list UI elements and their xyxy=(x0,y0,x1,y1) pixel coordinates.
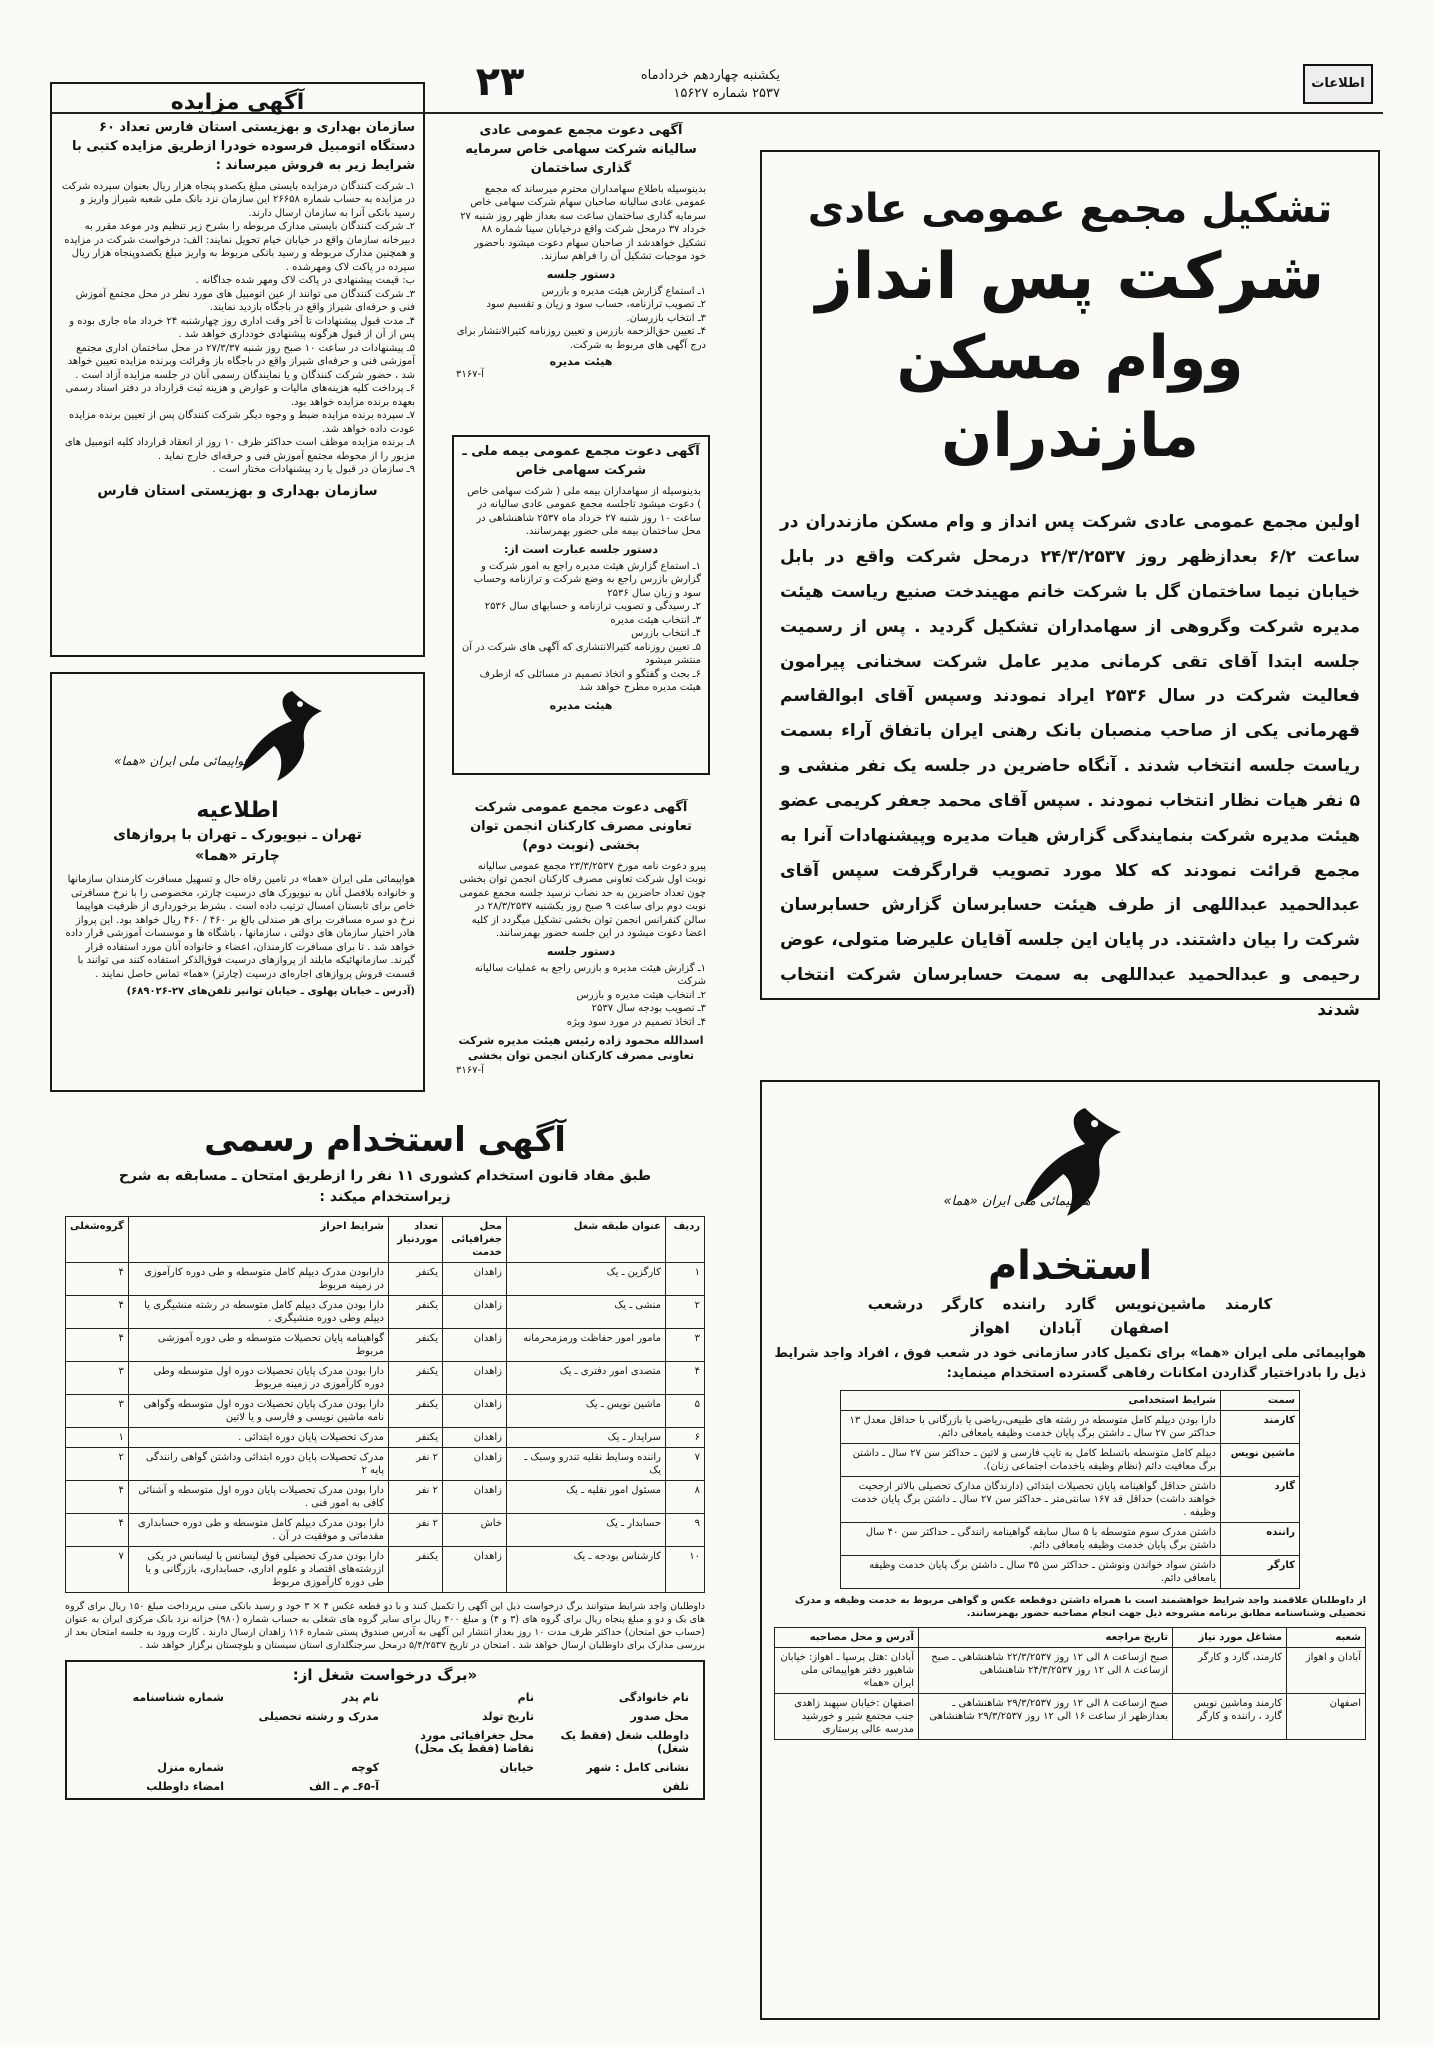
assembly-1-agenda-item: ۱ـ استماع گزارش هیئت مدیره و بازرس xyxy=(541,285,706,297)
table-row xyxy=(66,1395,705,1428)
col-branch: شعبه xyxy=(1287,1627,1366,1647)
form-field-label: نام xyxy=(517,1691,534,1705)
col-row: ردیف xyxy=(666,1217,705,1263)
employment-table-header xyxy=(66,1217,705,1263)
job-requirements: گواهینامه پایان تحصیلات متوسطه و طی دوره آموزشی مربوط xyxy=(128,1329,388,1362)
col-conditions: شرایط استخدامی xyxy=(841,1391,1221,1411)
mazandaran-body: اولین مجمع عمومی عادی شرکت پس انداز و وام مسکن مازندران در ساعت ۶/۲ بعدازظهر روز ۲۴/۳/۲۵۳۷ درمحل شرکت واقع در بابل خیابان نیما ساختمان گل با شرکت خانم مهیندخت صنیع ریاست هیئت مدیره شرکت وگروهی از سهامداران تشکیل گردید . پس از رسمیت جلسه ابتدا آقای تقی کرمانی مدیر عامل شرکت سخنانی پیرامون فعالیت شرکت در سال ۲۵۳۶ ایراد نمودند وسپس آقای ابوالقاسم قهرمانی یکی از صاحب منصبان بانک رهنی ایران باتفاق آراء بسمت ریاست جلسه انتخاب شدند . آنگاه حاضرین در جلسه یک نفر منشی و ۵ نفر هیات نظار انتخاب نمودند . سپس آقای محمد جعفر کریمی عضو هیئت مدیره شرکت بنمایندگی گزارش هیات مدیره وپیشنهادات آنرا به مجمع قرائت نمودند که کلا مورد تصویب قرارگرفت سپس آقای عبدالحمید عبداللهی از طرف هیئت حسابرسان گزارش حسابرسان شرکت را بیان داشتند. در پایان این جلسه آقایان علیرضا متولی، عوض رحیمی و عبدالحمید عبداللهی به سمت حسابرسان شرکت انتخاب شدند xyxy=(780,512,1361,1020)
job-title: سرایدار ـ یک xyxy=(507,1428,666,1448)
form-field-label: شماره منزل xyxy=(157,1761,224,1775)
application-form-grid xyxy=(75,1688,695,1796)
assembly-1-agenda-item: ۲ـ تصویب ترازنامه، حساب سود و زیان و تقسیم سود xyxy=(486,299,706,311)
form-field-label: محل صدور xyxy=(630,1710,689,1724)
homa-hiring-lead: هواپیمائی ملی ایران «هما» برای تکمیل کادر سازمانی خود در شعب فوق ، افراد واجد شرایط ذیل را بادراختیار گذاردن امکانات رفاهی گسترده استخدام مینماید: xyxy=(774,1346,1366,1382)
assembly-2-signature: هیئت مدیره xyxy=(549,698,613,712)
table-row xyxy=(66,1296,705,1329)
form-field-label xyxy=(230,1726,385,1758)
assembly-2-title: آگهی دعوت مجمع عمومی بیمه ملی ـ شرکت سهامی خاص xyxy=(462,444,700,478)
form-row xyxy=(75,1777,695,1796)
employment-title: آگهی استخدام رسمی xyxy=(204,1120,566,1160)
auction-ad xyxy=(50,82,425,657)
employment-notes: داوطلبان واجد شرایط میتوانند برگ درخواست ذیل این آگهی را تکمیل کنند و با دو قطعه عکس ۴ × ۳ خود و رسید بانکی مبنی برپرداخت مبلغ ۱۵۰ ریال برای گروه های یک و دو و مبلغ پنجاه ریال برای گروه های (۳ و ۴) و مبلغ ۴۰۰ ریال برای سایر گروه های شغلی به حساب شماره (۹۸۰) خزانه نزد بانک مرکزی ایران به عنوان (حساب حق امتحان) حداکثر ظرف مدت ۱۰ روز بعداز انتشار این آگهی به آدرس صندوق پستی شماره ۱۱۶ زاهدان ارسال دارند . کارت ورود به جلسه امتحان بعد از بررسی مدارک برای داوطلبان ارسال خواهد شد . امتحان در تاریخ ۵/۴/۲۵۳۷ درمحل سرجنگلداری استان سیستان و بلوچستان برگزار خواهد شد . xyxy=(65,1601,705,1651)
employment-ad xyxy=(50,1118,720,2018)
job-requirements: دارا بودن مدرک تحصیلی فوق لیسانس یا لیسانس در یکی ازرشته‌های اقتصاد و علوم اداری، حسابداری، بازرگانی و یا طی دوره کارآموزی مربوط xyxy=(128,1547,388,1593)
homa-logo xyxy=(222,686,332,786)
job-group: ۴ xyxy=(66,1481,129,1514)
form-field-label xyxy=(75,1707,230,1726)
table-row xyxy=(66,1362,705,1395)
table-row xyxy=(775,1647,1366,1693)
form-row xyxy=(75,1707,695,1726)
job-count: ۲ نفر xyxy=(389,1514,443,1547)
job-location: زاهدان xyxy=(443,1448,507,1481)
job-requirements: دارا بودن مدرک دیپلم کامل متوسطه و طی دوره حسابداری مقدماتی و موفقیت در آن . xyxy=(128,1514,388,1547)
job-title: مامور امور حفاظت ورمزمحرمانه xyxy=(507,1329,666,1362)
form-field-label: نام پدر xyxy=(342,1691,379,1705)
job-location: زاهدان xyxy=(443,1395,507,1428)
form-row xyxy=(75,1758,695,1777)
assembly-1-agenda-item: ۴ـ تعیین حق‌الزحمه بازرس و تعیین روزنامه کثیرالانتشار برای درج آگهی های مربوط به شرکت. xyxy=(456,326,706,351)
job-requirements: مدرک تحصیلات پایان دوره ابتدائی . xyxy=(128,1428,388,1448)
job-title: متصدی امور دفتری ـ یک xyxy=(507,1362,666,1395)
assembly-3-agenda-item: ۴ـ اتخاذ تصمیم در مورد سود ویژه xyxy=(566,1016,706,1028)
position-conditions: دیپلم کامل متوسطه باتسلط کامل به تایپ فارسی و لاتین ـ حداکثر سن ۲۷ سال ـ داشتن برگ معافیت دائم (نظام وظیفه یاخدمات اجتماعی زنان). xyxy=(841,1444,1221,1477)
auction-item: ۶ـ پرداخت کلیه هزینه‌های مالیات و عوارض و هزینه ثبت قرارداد در دفتر اسناد رسمی بعهده برنده مزایده خواهد بود. xyxy=(65,383,415,408)
job-requirements: دارا بودن مدرک پایان تحصیلات دوره اول متوسطه وگواهی نامه ماشین نویسی و فارسی و یا لاتین xyxy=(128,1395,388,1428)
homa-bird-icon xyxy=(222,686,332,786)
job-group: ۴ xyxy=(66,1296,129,1329)
assembly-2-body: بدینوسیله از سهامداران بیمه ملی ( شرکت سهامی خاص ) دعوت میشود تاجلسه مجمع عمومی عادی سالیانه در ساعت ۱۰ روز شنبه ۲۷ خرداد ماه ۲۵۳۷ شاهنشاهی در محل ساختمان بیمه ملی حضور بهمرسانند. xyxy=(467,485,701,538)
job-title: کارگزین ـ یک xyxy=(507,1263,666,1296)
row-number: ۷ xyxy=(666,1448,705,1481)
employment-lead: طبق مفاد قانون استخدام کشوری ۱۱ نفر را ازطریق امتحان ـ مسابقه به شرح زیراستخدام میکند : xyxy=(118,1168,652,1206)
homa-hiring-brand: هواپیمائی ملی ایران «هما» xyxy=(943,1194,1091,1209)
position-conditions: دارا بودن دیپلم کامل متوسطه در رشته های طبیعی،ریاضی یا بازرگانی با حداقل معدل ۱۳ حداکثر سن ۲۷ سال ـ داشتن برگ پایان خدمت وظیفه یامعافی دائم. xyxy=(841,1411,1221,1444)
homa-notice-subtitle: تهران ـ نیویورک ـ تهران با پروازهای چارتر «هما» xyxy=(113,827,362,864)
col-group: گروه‌شغلی xyxy=(66,1217,129,1263)
visit-date: صبح ازساعت ۸ الی ۱۲ روز ۲۹/۳/۲۵۳۷ شاهنشاهی ـ بعدازظهر از ساعت ۱۶ الی ۱۲ روز ۲۹/۳/۲۵۳۷ شاهنشاهی xyxy=(919,1693,1173,1739)
assembly-ad-3 xyxy=(450,795,712,1115)
form-field-label: مدرک و رشته تحصیلی xyxy=(258,1710,379,1724)
form-field-label: محل جغرافیائی مورد تقاضا (فقط یک محل) xyxy=(414,1729,534,1756)
form-field-label: خیابان xyxy=(499,1761,534,1775)
assembly-3-code: آ-۳۱۶۷ xyxy=(456,1064,484,1076)
job-location: زاهدان xyxy=(443,1481,507,1514)
form-field-label: کوچه xyxy=(351,1761,379,1775)
job-count: ۲ نفر xyxy=(389,1481,443,1514)
homa-hiring-title: استخدام xyxy=(987,1243,1153,1289)
col-location: محل جغرافیائی خدمت xyxy=(443,1217,507,1263)
form-field-label xyxy=(75,1726,230,1758)
assembly-3-agenda-item: ۱ـ گزارش هیئت مدیره و بازرس راجع به عملیات سالیانه شرکت xyxy=(474,962,706,988)
assembly-3-agenda-item: ۲ـ انتخاب هیئت مدیره و بازرس xyxy=(576,989,706,1001)
job-group: ۳ xyxy=(66,1395,129,1428)
job-requirements: مدرک تحصیلات پایان دوره ابتدائی وداشتن گواهی رانندگی پایه ۲ xyxy=(128,1448,388,1481)
auction-item: ۴ـ مدت قبول پیشنهادات تا آخر وقت اداری روز چهارشنبه ۲۴ خرداد ماه جاری بوده و پس از آن از قبول هرگونه پیشنهادی خودداری خواهد شد . xyxy=(69,315,415,341)
assembly-3-signature: اسدالله محمود زاده رئیس هیئت مدیره شرکت تعاونی مصرف کارکنان انجمن توان بخشی xyxy=(458,1034,704,1063)
branch-name: اصفهان xyxy=(1287,1693,1366,1739)
job-group: ۱ xyxy=(66,1428,129,1448)
job-requirements: دارا بودن مدرک تحصیلات پایان دوره اول متوسطه و آشنائی کافی به امور فنی . xyxy=(128,1481,388,1514)
auction-item: ۱ـ شرکت کنندگان درمزایده بایستی مبلغ یکصدو پنجاه هزار ریال بعنوان سپرده شرکت در مزایده به حساب شماره ۲۶۶۵۸ این سازمان نزد بانک ملی شعبه شیراز واریز و رسید بانکی آنرا به سازمان ارسال دارند. xyxy=(61,180,415,219)
job-title: منشی ـ یک xyxy=(507,1296,666,1329)
assembly-ad-1 xyxy=(450,118,712,418)
row-number: ۲ xyxy=(666,1296,705,1329)
col-requirements: شرایط احراز xyxy=(128,1217,388,1263)
assembly-2-agenda-item: ۱ـ استماع گزارش هیئت مدیره راجع به امور شرکت و گزارش بازرس راجع به وضع شرکت و ترازنامه وحساب سود و زیان سال ۲۵۳۶ xyxy=(473,560,701,599)
row-number: ۳ xyxy=(666,1329,705,1362)
form-field-label: آ-۶۵ـ م ـ الف xyxy=(309,1780,379,1794)
homa-notice-body: هواپیمائی ملی ایران «هما» در تامین رفاه حال و تسهیل مسافرت کارمندان سازمانها و خانواده بلافصل آنان به نیویورک های درسیت چارتر، مخصوصی را با نرخ مسافرتی خاص برای تابستان امسال ترتیب داده است . بشرط برخورداری از ظرفیت هواپیما نرخ دو سره مسافرت برای هر صندلی بالغ بر ۴۶۰ / ۴۶۰ ریال خواهد بود. این پرواز هادر اختیار سازمان های دولتی ، سازمانها ، باشگاه ها و موسسات آموزشی قرار داده خواهد شد . تا برای مسافرت کارمندان، اعضاء و خانواده آنان مورد استفاده قرار گیرند. سازمانهائیکه مایلند از پروازهای درسیت فوق‌الذکر استفاده کنند می توانند با قسمت فروش پروازهای اجاره‌ای درسیت (چارتر) «هما» تماس حاصل نمایند . xyxy=(65,874,415,980)
form-field-label: نشانی کامل : شهر xyxy=(586,1761,689,1775)
assembly-2-agenda-item: ۴ـ انتخاب بازرس xyxy=(631,628,701,640)
col-position: سمت xyxy=(1221,1391,1300,1411)
job-group: ۷ xyxy=(66,1547,129,1593)
auction-title: آگهی مزایده xyxy=(170,90,305,115)
job-title: کارشناس بودجه ـ یک xyxy=(507,1547,666,1593)
position-conditions: داشتن مدرک سوم متوسطه با ۵ سال سابقه گواهینامه رانندگی ـ حداکثر سن ۴۰ سال داشتن برگ پایان خدمت وظیفه یامعافی دائم. xyxy=(841,1523,1221,1556)
position-name: راننده xyxy=(1221,1523,1300,1556)
assembly-2-agenda-title: دستور جلسه عبارت است از: xyxy=(503,542,659,556)
table-row xyxy=(841,1556,1300,1589)
job-group: ۴ xyxy=(66,1329,129,1362)
row-number: ۸ xyxy=(666,1481,705,1514)
col-count: تعداد موردنیاز xyxy=(389,1217,443,1263)
table-row xyxy=(66,1428,705,1448)
assembly-1-agenda-title: دستور جلسه xyxy=(546,267,616,281)
job-location: زاهدان xyxy=(443,1329,507,1362)
position-conditions: داشتن سواد خواندن ونوشتن ـ حداکثر سن ۳۵ سال ـ داشتن برگ پایان خدمت وظیفه یامعافی دائم. xyxy=(841,1556,1221,1589)
auction-item: ۳ـ شرکت کنندگان می توانند از عین اتومبیل های مورد نظر در محل مجتمع آموزش فنی و حرفه‌ای شیراز واقع در باجگاه بازدید نمایند. xyxy=(75,288,415,314)
assembly-1-code: آ-۳۱۶۷ xyxy=(456,369,484,381)
auction-item: ۲ـ شرکت کنندگان بایستی مدارک مربوطه را بشرح زیر تنظیم ودر موعد مقرر به دبیرخانه سازمان واقع در خیابان خیام تحویل نمایند: الف: درخواست شرکت در مزایده و همچنین مدارک مربوطه و رسید بانکی مربوط به واریز مبلغ یکصدوپنجاه هزار ریال سپرده در پاکت لاک ومهرشده . xyxy=(64,221,415,273)
row-number: ۴ xyxy=(666,1362,705,1395)
job-location: زاهدان xyxy=(443,1296,507,1329)
homa-hiring-roles: کارمند ماشین‌نویس گارد راننده کارگر درشعب xyxy=(867,1295,1273,1313)
position-name: ماشین نویس xyxy=(1221,1444,1300,1477)
job-title: مسئول امور نقلیه ـ یک xyxy=(507,1481,666,1514)
form-field-label: شماره شناسنامه xyxy=(132,1691,224,1705)
table-row xyxy=(66,1263,705,1296)
job-count: یکنفر xyxy=(389,1395,443,1428)
job-location: زاهدان xyxy=(443,1547,507,1593)
assembly-3-body: پیرو دعوت نامه مورخ ۲۳/۳/۲۵۳۷ مجمع عمومی سالیانه نوبت اول شرکت تعاونی مصرف کارکنان انجمن توان بخشی چون تعداد حاضرین به حد نصاب نرسید جلسه مجمع عمومی نوبت دوم برای ساعت ۹ صبح روز یکشنبه ۲۸/۳/۲۵۳۷ در سالن کنفرانس انجمن توان بخشی تشکیل میگردد از کلیه اعضا دعوت میشود در این جلسه حضور بهمرسانند. xyxy=(459,860,706,940)
assembly-2-agenda-item: ۳ـ انتخاب هیئت مدیره xyxy=(610,614,701,626)
assembly-1-body: بدینوسیله باطلاع سهامداران محترم میرساند که مجمع عمومی عادی سالیانه صاحبان سهام شرکت سهامی خاص سرمایه گذاری ساختمان ساعت سه بعداز ظهر روز شنبه ۲۷ خرداد ۳۷ درمحل شرکت واقع درخیابان سینا شماره ۸۸ تشکیل خواهدشد از صاحبان سهام دعوت میشود باحضور خود موجبات تشکیل آن را فراهم سازند. xyxy=(460,183,706,263)
col-date: تاریخ مراجعه xyxy=(919,1627,1173,1647)
schedule-table xyxy=(774,1627,1366,1740)
table-row xyxy=(841,1523,1300,1556)
visit-date: صبح ازساعت ۸ الی ۱۲ روز ۲۲/۳/۲۵۳۷ شاهنشاهی ـ صبح ازساعت ۸ الی ۱۲ روز ۲۴/۳/۲۵۳۷ شاهنشاهی xyxy=(919,1647,1173,1693)
form-field-label: داوطلب شغل (فقط یک شغل) xyxy=(560,1729,689,1756)
job-title: ماشین نویس ـ یک xyxy=(507,1395,666,1428)
issue-line: ۲۵۳۷ شماره ۱۵۶۲۷ xyxy=(673,86,780,101)
mazandaran-headline-1: تشکیل مجمع عمومی عادی xyxy=(807,186,1333,232)
table-row xyxy=(841,1477,1300,1523)
form-field-label: تلفن xyxy=(662,1780,689,1794)
position-name: گارد xyxy=(1221,1477,1300,1523)
application-form-title: «برگ درخواست شغل از: xyxy=(292,1666,478,1685)
job-title: حسابدار ـ یک xyxy=(507,1514,666,1547)
mazandaran-headline-3: ووام مسکن مازندران xyxy=(896,323,1244,472)
job-count: یکنفر xyxy=(389,1428,443,1448)
job-location: خاش xyxy=(443,1514,507,1547)
assembly-1-title: آگهی دعوت مجمع عمومی عادی سالیانه شرکت سهامی خاص سرمایه گذاری ساختمان xyxy=(465,123,697,176)
assembly-2-agenda-item: ۶ـ بحث و گفتگو و اتخاذ تصمیم در مسائلی که ازطرف هیئت مدیره مطرح خواهد شد xyxy=(479,668,701,694)
form-field-label xyxy=(385,1777,540,1796)
job-location: زاهدان xyxy=(443,1263,507,1296)
job-count: ۲ نفر xyxy=(389,1448,443,1481)
table-row xyxy=(66,1481,705,1514)
job-group: ۴ xyxy=(66,1514,129,1547)
assembly-2-agenda-item: ۲ـ رسیدگی و تصویب ترازنامه و حسابهای سال ۲۵۳۶ xyxy=(484,601,701,613)
table-row xyxy=(66,1329,705,1362)
homa-hiring-note: از داوطلبان علاقمند واجد شرایط خواهشمند است با همراه داشتن دوقطعه عکس و گواهی مربوط به خدمت وظیفه و مدرک تحصیلی وشناسنامه مطابق برنامه مشروحه ذیل جهت انجام مصاحبه حضور بهمرسانند. xyxy=(794,1595,1366,1620)
job-location: زاهدان xyxy=(443,1362,507,1395)
auction-item: ۸ـ برنده مزایده موظف است حداکثر ظرف ۱۰ روز از انعقاد قرارداد کلیه اتومبیل های مزبور را از محوطه مجتمع آموزش فنی و حرفه‌ای خارج نماید . xyxy=(64,437,415,462)
conditions-table xyxy=(840,1390,1300,1589)
job-group: ۲ xyxy=(66,1448,129,1481)
branch-jobs: کارمند وماشین نویس گارد ، راننده و کارگر xyxy=(1173,1693,1287,1739)
homa-notice-ad xyxy=(50,672,425,1092)
col-jobs: مشاغل مورد نیاز xyxy=(1173,1627,1287,1647)
homa-hiring-ad xyxy=(760,1080,1380,2020)
auction-item: ۹ـ سازمان در قبول یا رد پیشنهادات مختار است . xyxy=(212,464,415,476)
auction-item: ۵ـ پیشنهادات در ساعت ۱۰ صبح روز شنبه ۲۷/۳/۳۷ در محل ساختمان اداری مجتمع آموزشی فنی و حرفه‌ای شیراز واقع در باجگاه باز وقرائت وبرنده مزایده تعیین خواهد شد ، حضور شرکت کنندگان و یا نمایندگان رسمی آنان در جلسه مزایده آزاد است . xyxy=(67,342,415,381)
page-number: ۲۳ xyxy=(475,59,525,105)
assembly-2-agenda-item: ۵ـ تعیین روزنامه کثیرالانتشاری که آگهی های شرکت در آن منتشر میشود xyxy=(461,641,701,667)
col-title: عنوان طبقه شغل xyxy=(507,1217,666,1263)
auction-item: ب: قیمت پیشنهادی در پاکت لاک ومهر شده جداگانه . xyxy=(195,275,415,287)
job-count: یکنفر xyxy=(389,1362,443,1395)
homa-notice-brand: هواپیمائی ملی ایران «هما» xyxy=(114,754,250,768)
mazandaran-ad xyxy=(760,150,1380,1020)
job-count: یکنفر xyxy=(389,1263,443,1296)
row-number: ۶ xyxy=(666,1428,705,1448)
table-row xyxy=(841,1411,1300,1444)
table-row xyxy=(66,1448,705,1481)
auction-signature: سازمان بهداری و بهزیستی استان فارس xyxy=(97,482,378,499)
position-name: کارمند xyxy=(1221,1411,1300,1444)
branch-jobs: کارمند، گارد و کارگر xyxy=(1173,1647,1287,1693)
homa-notice-title: اطلاعیه xyxy=(196,798,279,823)
table-row xyxy=(66,1547,705,1593)
assembly-3-title: آگهی دعوت مجمع عمومی شرکت تعاونی مصرف کارکنان انجمن توان بخشی (نوبت دوم) xyxy=(470,800,692,853)
assembly-1-agenda-item: ۳ـ انتخاب بازرسان. xyxy=(626,312,706,324)
form-field-label: تاریخ تولد xyxy=(482,1710,534,1724)
row-number: ۱ xyxy=(666,1263,705,1296)
mazandaran-headline-2: شرکت پس انداز xyxy=(815,240,1325,314)
row-number: ۱۰ xyxy=(666,1547,705,1593)
auction-lead: سازمان بهداری و بهزیستی استان فارس تعداد ۶۰ دستگاه اتومبیل فرسوده خودرا ازطریق مزایده کتبی با شرایط زیر به فروش میرساند : xyxy=(72,120,415,173)
job-requirements: دارا بودن مدرک پایان تحصیلات دوره اول متوسطه وطی دوره کارآموزی در زمینه مربوط xyxy=(128,1362,388,1395)
table-row xyxy=(775,1693,1366,1739)
homa-notice-address: (آدرس ـ خیابان پهلوی ـ خیابان توانیر تلفن‌های ۲۷-۶۸۹۰۲۶) xyxy=(126,986,415,997)
job-group: ۳ xyxy=(66,1362,129,1395)
job-title: راننده وسایط نقلیه تندرو وسبک ـ یک xyxy=(507,1448,666,1481)
form-field-label: نام خانوادگی xyxy=(618,1691,689,1705)
interview-address: اصفهان :خیابان سپهبد زاهدی جنب مجتمع شیر و خورشید مدرسه عالی پرستاری xyxy=(775,1693,919,1739)
job-count: یکنفر xyxy=(389,1329,443,1362)
form-row xyxy=(75,1688,695,1707)
assembly-3-agenda-title: دستور جلسه xyxy=(546,944,616,958)
job-requirements: دارا بودن مدرک دیپلم کامل متوسطه در رشته منشیگری یا دیپلم وطی دوره منشیگری . xyxy=(128,1296,388,1329)
application-form xyxy=(65,1660,705,1800)
row-number: ۹ xyxy=(666,1514,705,1547)
homa-hiring-cities: اصفهان آبادان اهواز xyxy=(971,1319,1169,1337)
col-address: آدرس و محل مصاحبه xyxy=(775,1627,919,1647)
form-field-label: امضاء داوطلب xyxy=(146,1780,224,1794)
branch-name: آبادان و اهواز xyxy=(1287,1647,1366,1693)
position-name: کارگر xyxy=(1221,1556,1300,1589)
table-row xyxy=(841,1444,1300,1477)
job-requirements: دارابودن مدرک دیپلم کامل متوسطه و طی دوره کارآموزی در زمینه مربوط xyxy=(128,1263,388,1296)
job-count: یکنفر xyxy=(389,1296,443,1329)
form-row xyxy=(75,1726,695,1758)
position-conditions: داشتن حداقل گواهینامه پایان تحصیلات ابتدائی (دارندگان مدارک تحصیلی بالاتر ارجحیت خواهند داشت) حداقل قد ۱۶۷ سانتی‌متر ـ حداکثر سن ۲۷ سال ـ داشتن برگ پایان خدمت وظیفه . xyxy=(841,1477,1221,1523)
interview-address: آبادان :هتل پرسپا ـ اهواز: خیابان شاهپور دفتر هواپیمائی ملی ایران «هما» xyxy=(775,1647,919,1693)
assembly-1-signature: هیئت مدیره xyxy=(549,355,613,369)
date-line: یکشنبه چهاردهم خردادماه xyxy=(640,68,780,83)
table-row xyxy=(66,1514,705,1547)
job-location: زاهدان xyxy=(443,1428,507,1448)
row-number: ۵ xyxy=(666,1395,705,1428)
masthead-logo: اطلاعات xyxy=(1303,64,1373,104)
assembly-ad-2 xyxy=(452,435,710,775)
employment-table xyxy=(65,1216,705,1593)
job-group: ۴ xyxy=(66,1263,129,1296)
job-count: یکنفر xyxy=(389,1547,443,1593)
assembly-3-agenda-item: ۳ـ تصویب بودجه سال ۲۵۳۷ xyxy=(591,1003,706,1015)
auction-item: ۷ـ سپرده برنده مزایده ضبط و وجوه دیگر شرکت کنندگان پس از تعیین برنده مزایده عودت داده خواهد شد. xyxy=(69,410,415,435)
